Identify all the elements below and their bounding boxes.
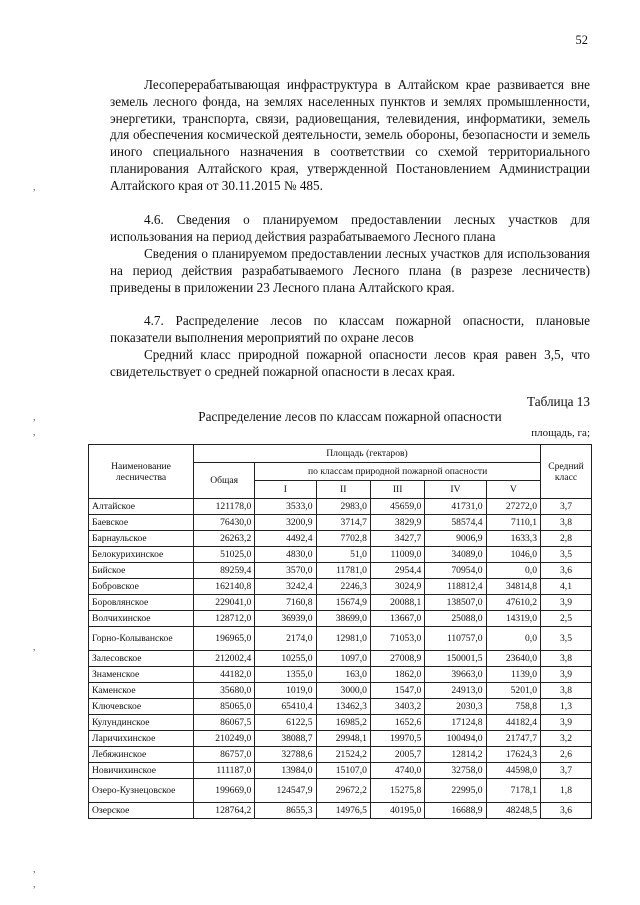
cell-class-1: 4492,4: [255, 531, 316, 547]
cell-class-1: 1355,0: [255, 667, 316, 683]
table-row: [89, 747, 592, 763]
fire-danger-table: [88, 444, 592, 819]
cell-class-1: 3242,4: [255, 579, 316, 595]
cell-total: 128764,2: [194, 803, 255, 819]
cell-class-4: 24913,0: [425, 683, 486, 699]
cell-total: 210249,0: [194, 731, 255, 747]
cell-total: 26263,2: [194, 531, 255, 547]
cell-class-1: 65410,4: [255, 699, 316, 715]
cell-class-2: 51,0: [316, 547, 370, 563]
header-class-1: I: [255, 481, 316, 499]
cell-class-1: 13984,0: [255, 763, 316, 779]
cell-class-2: 29672,2: [316, 779, 370, 803]
cell-class-1: 3570,0: [255, 563, 316, 579]
cell-class-5: 5201,0: [486, 683, 540, 699]
cell-class-5: 21747,7: [486, 731, 540, 747]
header-total: Общая: [194, 463, 255, 499]
margin-mark: ,: [33, 642, 36, 653]
cell-total: 212002,4: [194, 651, 255, 667]
margin-mark: ,: [33, 412, 36, 423]
cell-class-5: 1633,3: [486, 531, 540, 547]
cell-name: Боровлянское: [89, 595, 194, 611]
cell-class-3: 20088,1: [370, 595, 424, 611]
cell-name: Каменское: [89, 683, 194, 699]
cell-class-3: 1862,0: [370, 667, 424, 683]
cell-total: 111187,0: [194, 763, 255, 779]
cell-name: Баевское: [89, 515, 194, 531]
cell-class-5: 1139,0: [486, 667, 540, 683]
cell-class-3: 40195,0: [370, 803, 424, 819]
cell-name: Горно-Колыванское: [89, 627, 194, 651]
cell-avg: 1,8: [541, 779, 592, 803]
cell-name: Озерское: [89, 803, 194, 819]
cell-class-3: 3427,7: [370, 531, 424, 547]
cell-class-4: 150001,5: [425, 651, 486, 667]
cell-class-4: 17124,8: [425, 715, 486, 731]
cell-class-3: 1547,0: [370, 683, 424, 699]
cell-total: 85065,0: [194, 699, 255, 715]
cell-name: Ключевское: [89, 699, 194, 715]
table-label: Таблица 13: [527, 394, 590, 409]
cell-avg: 3,9: [541, 595, 592, 611]
cell-class-5: 7110,1: [486, 515, 540, 531]
margin-mark: ,: [33, 879, 36, 890]
table-row: [89, 547, 592, 563]
table-row: [89, 611, 592, 627]
table-title: Распределение лесов по классам пожарной опасности: [198, 409, 502, 424]
cell-class-3: 2005,7: [370, 747, 424, 763]
cell-class-3: 27008,9: [370, 651, 424, 667]
table-units: площадь, га;: [531, 427, 590, 439]
cell-avg: 3,8: [541, 651, 592, 667]
cell-avg: 4,1: [541, 579, 592, 595]
cell-avg: 3,6: [541, 563, 592, 579]
cell-name: Бобровское: [89, 579, 194, 595]
cell-class-1: 10255,0: [255, 651, 316, 667]
cell-class-2: 13462,3: [316, 699, 370, 715]
cell-class-2: 3000,0: [316, 683, 370, 699]
table-row: [89, 531, 592, 547]
cell-name: Ларичихинское: [89, 731, 194, 747]
cell-class-1: 7160,8: [255, 595, 316, 611]
cell-class-1: 32788,6: [255, 747, 316, 763]
cell-class-4: 138507,0: [425, 595, 486, 611]
cell-name: Знаменское: [89, 667, 194, 683]
cell-class-5: 48248,5: [486, 803, 540, 819]
cell-class-3: 13667,0: [370, 611, 424, 627]
cell-avg: 3,8: [541, 683, 592, 699]
cell-name: Лебяжинское: [89, 747, 194, 763]
cell-class-4: 22995,0: [425, 779, 486, 803]
cell-class-4: 70954,0: [425, 563, 486, 579]
cell-total: 51025,0: [194, 547, 255, 563]
table-row: [89, 683, 592, 699]
paragraph-infrastructure: Лесоперерабатывающая инфраструктура в Алтайском крае развивается вне земель лесного фонда, на землях населенных пунктов и землях промышленности, энергетики, транспорта, связи, радиовещания, телевидения, информатики, земель для обеспечения космической деятельности, земель обороны, безопасности и земель иного специального назначения в соответствии со схемой территориального планирования Алтайского края, утвержденной Постановлением Администрации Алтайского края от 30.11.2015 № 485.: [110, 77, 590, 193]
header-name: Наименование лесничества: [89, 445, 194, 499]
cell-avg: 3,5: [541, 627, 592, 651]
cell-class-5: 44182,4: [486, 715, 540, 731]
table-row: [89, 515, 592, 531]
header-class-2: II: [316, 481, 370, 499]
cell-class-4: 2030,3: [425, 699, 486, 715]
cell-class-1: 4830,0: [255, 547, 316, 563]
table-row: [89, 667, 592, 683]
cell-name: Новичихинское: [89, 763, 194, 779]
cell-total: 121178,0: [194, 499, 255, 515]
cell-class-4: 34089,0: [425, 547, 486, 563]
margin-mark: ,: [33, 864, 36, 875]
cell-avg: 3,9: [541, 667, 592, 683]
header-avg: Средний класс: [541, 445, 592, 499]
cell-class-5: 7178,1: [486, 779, 540, 803]
cell-avg: 3,5: [541, 547, 592, 563]
cell-avg: 3,6: [541, 803, 592, 819]
cell-avg: 2,8: [541, 531, 592, 547]
cell-class-4: 118812,4: [425, 579, 486, 595]
cell-class-3: 1652,6: [370, 715, 424, 731]
table-row: [89, 579, 592, 595]
page-number: 52: [575, 33, 588, 47]
cell-class-2: 7702,8: [316, 531, 370, 547]
cell-total: 229041,0: [194, 595, 255, 611]
table-row: [89, 499, 592, 515]
section-heading-4-7: 4.7. Распределение лесов по классам пожарной опасности, плановые показатели выполнения мероприятий по охране лесов: [110, 313, 590, 345]
table-row: [89, 763, 592, 779]
section-heading-4-6: 4.6. Сведения о планируемом предоставлении лесных участков для использования на период действия разрабатываемого Лесного плана: [110, 212, 590, 244]
paragraph-land-plots: Сведения о планируемом предоставлении лесных участков для использования на период действия разрабатываемого Лесного плана (в разрезе лесничеств) приведены в приложении 23 Лесного плана Алтайского края.: [110, 246, 590, 295]
cell-class-1: 1019,0: [255, 683, 316, 699]
cell-class-4: 41731,0: [425, 499, 486, 515]
cell-avg: 3,7: [541, 499, 592, 515]
cell-class-4: 100494,0: [425, 731, 486, 747]
cell-name: Алтайское: [89, 499, 194, 515]
table-row: [89, 563, 592, 579]
table-row: [89, 715, 592, 731]
header-class-3: III: [370, 481, 424, 499]
cell-total: 86757,0: [194, 747, 255, 763]
cell-class-3: 3024,9: [370, 579, 424, 595]
cell-total: 86067,5: [194, 715, 255, 731]
cell-avg: 3,9: [541, 715, 592, 731]
cell-class-2: 29948,1: [316, 731, 370, 747]
cell-class-2: 14976,5: [316, 803, 370, 819]
cell-name: Залесовское: [89, 651, 194, 667]
cell-class-2: 15674,9: [316, 595, 370, 611]
cell-class-2: 21524,2: [316, 747, 370, 763]
cell-avg: 2,6: [541, 747, 592, 763]
cell-total: 89259,4: [194, 563, 255, 579]
cell-class-4: 110757,0: [425, 627, 486, 651]
cell-avg: 3,2: [541, 731, 592, 747]
header-class-4: IV: [425, 481, 486, 499]
cell-class-4: 25088,0: [425, 611, 486, 627]
margin-mark: ,: [33, 182, 36, 193]
cell-total: 44182,0: [194, 667, 255, 683]
cell-class-2: 163,0: [316, 667, 370, 683]
cell-class-4: 32758,0: [425, 763, 486, 779]
cell-class-2: 38699,0: [316, 611, 370, 627]
cell-total: 162140,8: [194, 579, 255, 595]
table-row: [89, 627, 592, 651]
cell-class-3: 2954,4: [370, 563, 424, 579]
cell-class-1: 6122,5: [255, 715, 316, 731]
cell-name: Бийское: [89, 563, 194, 579]
cell-class-3: 3829,9: [370, 515, 424, 531]
cell-avg: 2,5: [541, 611, 592, 627]
header-class-5: V: [486, 481, 540, 499]
cell-name: Волчихинское: [89, 611, 194, 627]
cell-class-3: 11009,0: [370, 547, 424, 563]
cell-class-5: 44598,0: [486, 763, 540, 779]
cell-class-2: 16985,2: [316, 715, 370, 731]
cell-total: 199669,0: [194, 779, 255, 803]
cell-class-5: 47610,2: [486, 595, 540, 611]
header-area: Площадь (гектаров): [194, 445, 541, 463]
cell-class-3: 3403,2: [370, 699, 424, 715]
cell-class-4: 39663,0: [425, 667, 486, 683]
cell-total: 196965,0: [194, 627, 255, 651]
cell-class-5: 34814,8: [486, 579, 540, 595]
cell-class-3: 15275,8: [370, 779, 424, 803]
cell-total: 35680,0: [194, 683, 255, 699]
cell-name: Белокурихинское: [89, 547, 194, 563]
cell-class-2: 2983,0: [316, 499, 370, 515]
cell-class-5: 27272,0: [486, 499, 540, 515]
cell-class-5: 17624,3: [486, 747, 540, 763]
cell-class-3: 45659,0: [370, 499, 424, 515]
cell-class-2: 1097,0: [316, 651, 370, 667]
cell-class-3: 19970,5: [370, 731, 424, 747]
table-row: [89, 731, 592, 747]
cell-class-5: 23640,0: [486, 651, 540, 667]
cell-class-4: 58574,4: [425, 515, 486, 531]
table-row: [89, 699, 592, 715]
cell-class-1: 124547,9: [255, 779, 316, 803]
cell-class-3: 4740,0: [370, 763, 424, 779]
cell-class-1: 38088,7: [255, 731, 316, 747]
cell-class-3: 71053,0: [370, 627, 424, 651]
paragraph-fire-class: Средний класс природной пожарной опасности лесов края равен 3,5, что свидетельствует о средней пожарной опасности в лесах края.: [110, 347, 590, 379]
header-by-class: по классам природной пожарной опасности: [255, 463, 541, 481]
cell-class-2: 15107,0: [316, 763, 370, 779]
cell-name: Барнаульское: [89, 531, 194, 547]
cell-class-1: 3533,0: [255, 499, 316, 515]
cell-class-2: 11781,0: [316, 563, 370, 579]
table-row: [89, 595, 592, 611]
cell-class-1: 3200,9: [255, 515, 316, 531]
cell-class-4: 12814,2: [425, 747, 486, 763]
table-row: [89, 651, 592, 667]
cell-class-5: 14319,0: [486, 611, 540, 627]
cell-class-1: 36939,0: [255, 611, 316, 627]
cell-avg: 3,8: [541, 515, 592, 531]
cell-class-5: 0,0: [486, 563, 540, 579]
cell-class-1: 2174,0: [255, 627, 316, 651]
cell-class-2: 12981,0: [316, 627, 370, 651]
cell-avg: 1,3: [541, 699, 592, 715]
cell-avg: 3,7: [541, 763, 592, 779]
cell-class-2: 2246,3: [316, 579, 370, 595]
margin-mark: ,: [33, 427, 36, 438]
cell-class-1: 8655,3: [255, 803, 316, 819]
table-row: [89, 803, 592, 819]
cell-total: 76430,0: [194, 515, 255, 531]
cell-name: Озеро-Кузнецовское: [89, 779, 194, 803]
cell-class-4: 9006,9: [425, 531, 486, 547]
cell-total: 128712,0: [194, 611, 255, 627]
cell-class-5: 758,8: [486, 699, 540, 715]
cell-class-2: 3714,7: [316, 515, 370, 531]
table-row: [89, 779, 592, 803]
cell-name: Кулундинское: [89, 715, 194, 731]
cell-class-5: 1046,0: [486, 547, 540, 563]
cell-class-5: 0,0: [486, 627, 540, 651]
cell-class-4: 16688,9: [425, 803, 486, 819]
